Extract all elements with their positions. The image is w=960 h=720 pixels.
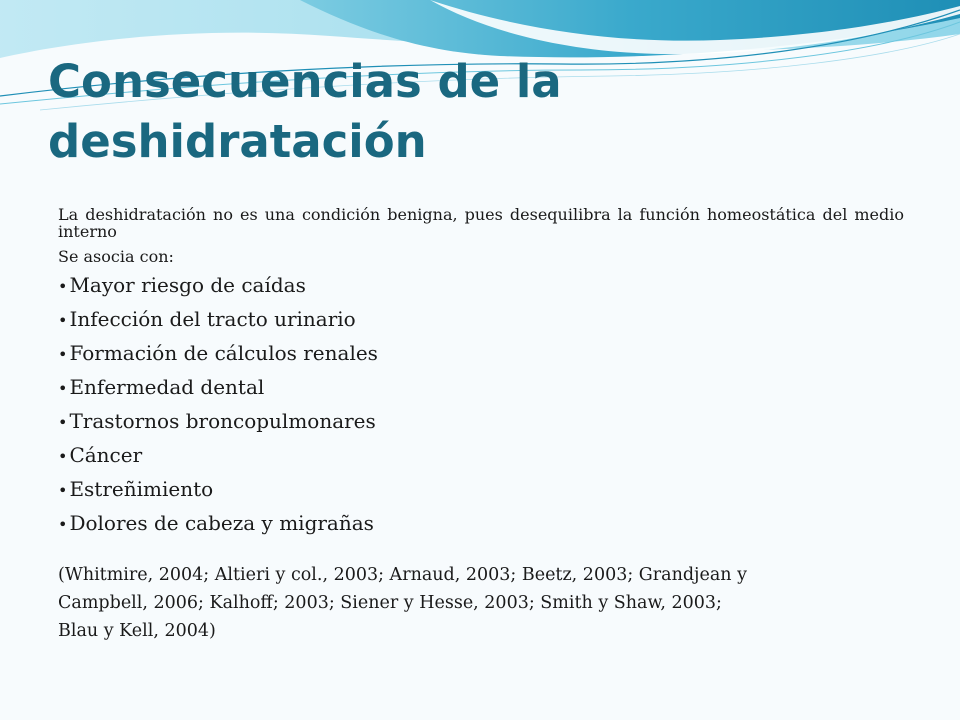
slide-body: [58, 206, 904, 645]
list-item: [58, 303, 904, 337]
citation-line-3: Blau y Kell, 2004): [58, 621, 216, 641]
list-item-text: Cáncer: [69, 443, 143, 467]
list-item-text: Formación de cálculos renales: [69, 341, 378, 365]
list-item-text: Infección del tracto urinario: [69, 307, 356, 331]
list-item: [58, 507, 904, 541]
bullet-icon: •: [58, 379, 68, 398]
list-item: [58, 473, 904, 507]
bullet-icon: •: [58, 413, 68, 432]
intro-paragraph: La deshidratación no es una condición benigna, pues desequilibra la función homeostática del medio interno: [58, 205, 904, 241]
list-item-text: Mayor riesgo de caídas: [69, 273, 306, 297]
bullet-icon: •: [58, 277, 68, 296]
slide-title: [48, 52, 908, 172]
list-item: [58, 337, 904, 371]
bullet-icon: •: [58, 447, 68, 466]
list-item: [58, 405, 904, 439]
list-item-text: Trastornos broncopulmonares: [69, 409, 376, 433]
bullet-icon: •: [58, 311, 68, 330]
title-line-2: deshidratación: [48, 115, 427, 168]
consequence-list: [58, 269, 904, 541]
title-line-1: Consecuencias de la: [48, 55, 562, 108]
citation-line-1: (Whitmire, 2004; Altieri y col., 2003; Arnaud, 2003; Beetz, 2003; Grandjean y: [58, 565, 747, 585]
list-item-text: Enfermedad dental: [69, 375, 265, 399]
citation-line-2: Campbell, 2006; Kalhoff; 2003; Siener y Hesse, 2003; Smith y Shaw, 2003;: [58, 593, 722, 613]
list-item: [58, 371, 904, 405]
citation-block: [58, 561, 878, 645]
list-item-text: Estreñimiento: [69, 477, 214, 501]
bullet-icon: •: [58, 515, 68, 534]
list-item: [58, 439, 904, 473]
associated-label: Se asocia con:: [58, 247, 174, 266]
list-item-text: Dolores de cabeza y migrañas: [69, 511, 374, 535]
list-item: [58, 269, 904, 303]
bullet-icon: •: [58, 345, 68, 364]
bullet-icon: •: [58, 481, 68, 500]
